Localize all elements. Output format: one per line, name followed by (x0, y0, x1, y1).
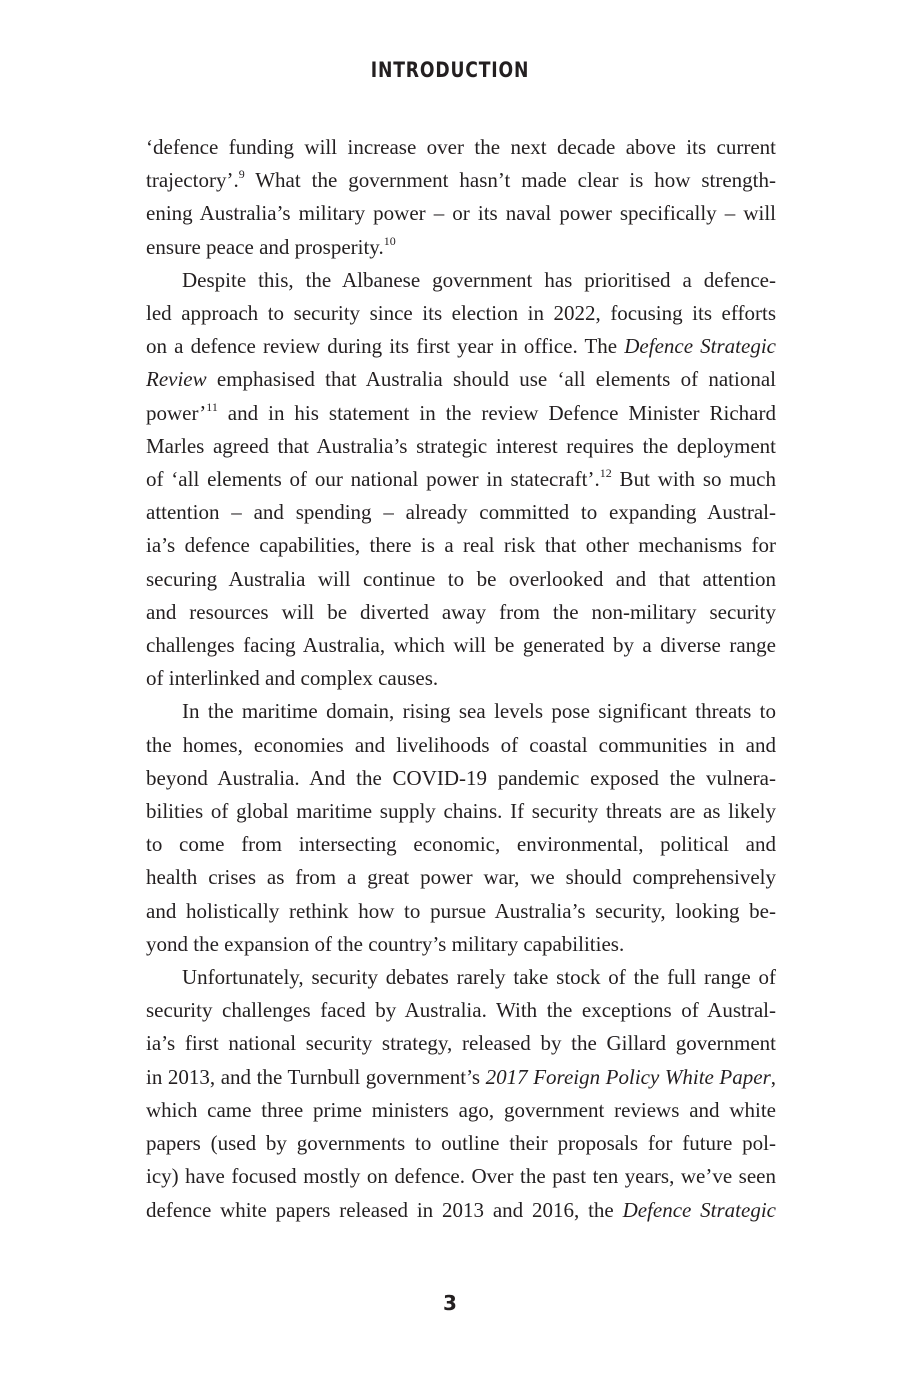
italic-title: Review (146, 367, 207, 392)
text-line: ia’s first national security strategy, released by the Gillard government (146, 1031, 776, 1056)
paragraph-4 (146, 961, 776, 1227)
text-line: ia’s defence capabilities, there is a real risk that other mechanisms for (146, 533, 776, 558)
text-line: yond the expansion of the country’s military capabilities. (146, 931, 625, 956)
text-line: beyond Australia. And the COVID-19 pandemic exposed the vulnera- (146, 765, 776, 790)
running-head: INTRODUCTION (370, 58, 530, 82)
text-line: security challenges faced by Australia. With the exceptions of Austral- (146, 998, 776, 1023)
italic-title: 2017 Foreign Policy White Paper (485, 1064, 771, 1089)
text-line: Review emphasised that Australia should use ‘all elements of national (146, 367, 776, 392)
page-number: 3 (443, 1291, 457, 1315)
text-line: defence white papers released in 2013 and 2016, the Defence Strategic (146, 1197, 776, 1222)
footnote-ref: 11 (206, 399, 218, 414)
text-line: challenges facing Australia, which will be generated by a diverse range (146, 633, 776, 658)
text-line: ensure peace and prosperity.$^{10}$ (146, 233, 396, 259)
text-line: ening Australia’s military power – or its naval power specifically – will (146, 201, 776, 226)
footnote-ref: 9 (238, 167, 245, 182)
text-line: bilities of global maritime supply chains. If security threats are as likely (146, 799, 776, 824)
text-line: papers (used by governments to outline their proposals for future pol- (146, 1131, 776, 1156)
text-line: and holistically rethink how to pursue Australia’s security, looking be- (146, 898, 776, 923)
text-line: of interlinked and complex causes. (146, 666, 439, 691)
text-line: which came three prime ministers ago, government reviews and white (146, 1097, 776, 1122)
text-line: ‘defence funding will increase over the next decade above its current (146, 135, 776, 159)
text-line: health crises as from a great power war, we should comprehensively (146, 865, 776, 890)
italic-title: Defence Strategic (624, 334, 776, 359)
italic-title: Defence Strategic (622, 1197, 776, 1222)
paragraph-2 (146, 264, 776, 696)
text-line: Marles agreed that Australia’s strategic interest requires the deployment (146, 433, 776, 458)
paragraph-3 (146, 695, 776, 961)
text-line: Despite this, the Albanese government has prioritised a defence- (182, 267, 776, 292)
text-line: Unfortunately, security debates rarely take stock of the full range of (182, 965, 776, 990)
text-line: power’$^{11}$ and in his statement in the review Defence Minister Richard (146, 399, 776, 425)
body-text (146, 131, 776, 1227)
text-line: securing Australia will continue to be overlooked and that attention (146, 566, 776, 591)
paragraph-1 (146, 131, 776, 264)
text-line: icy) have focused mostly on defence. Over the past ten years, we’ve seen (146, 1164, 776, 1189)
text-line: on a defence review during its first year in office. The Defence Strategic (146, 334, 776, 359)
text-line: the homes, economies and livelihoods of coastal communities in and (146, 732, 776, 757)
text-line: to come from intersecting economic, environmental, political and (146, 832, 776, 857)
text-line: and resources will be diverted away from the non-military security (146, 599, 776, 624)
text-line: in 2013, and the Turnbull government’s 2017 Foreign Policy White Paper, (146, 1064, 776, 1089)
text-line: attention – and spending – already committed to expanding Austral- (146, 500, 776, 525)
text-line: trajectory’.$^9$ What the government hasn’t made clear is how strength- (146, 167, 776, 193)
footnote-ref: 12 (599, 466, 612, 481)
text-line: led approach to security since its election in 2022, focusing its efforts (146, 301, 776, 326)
text-line: of ‘all elements of our national power in statecraft’.$^{12}$ But with so much (146, 466, 776, 492)
text-line: In the maritime domain, rising sea levels pose significant threats to (182, 699, 776, 724)
footnote-ref: 10 (383, 233, 396, 248)
